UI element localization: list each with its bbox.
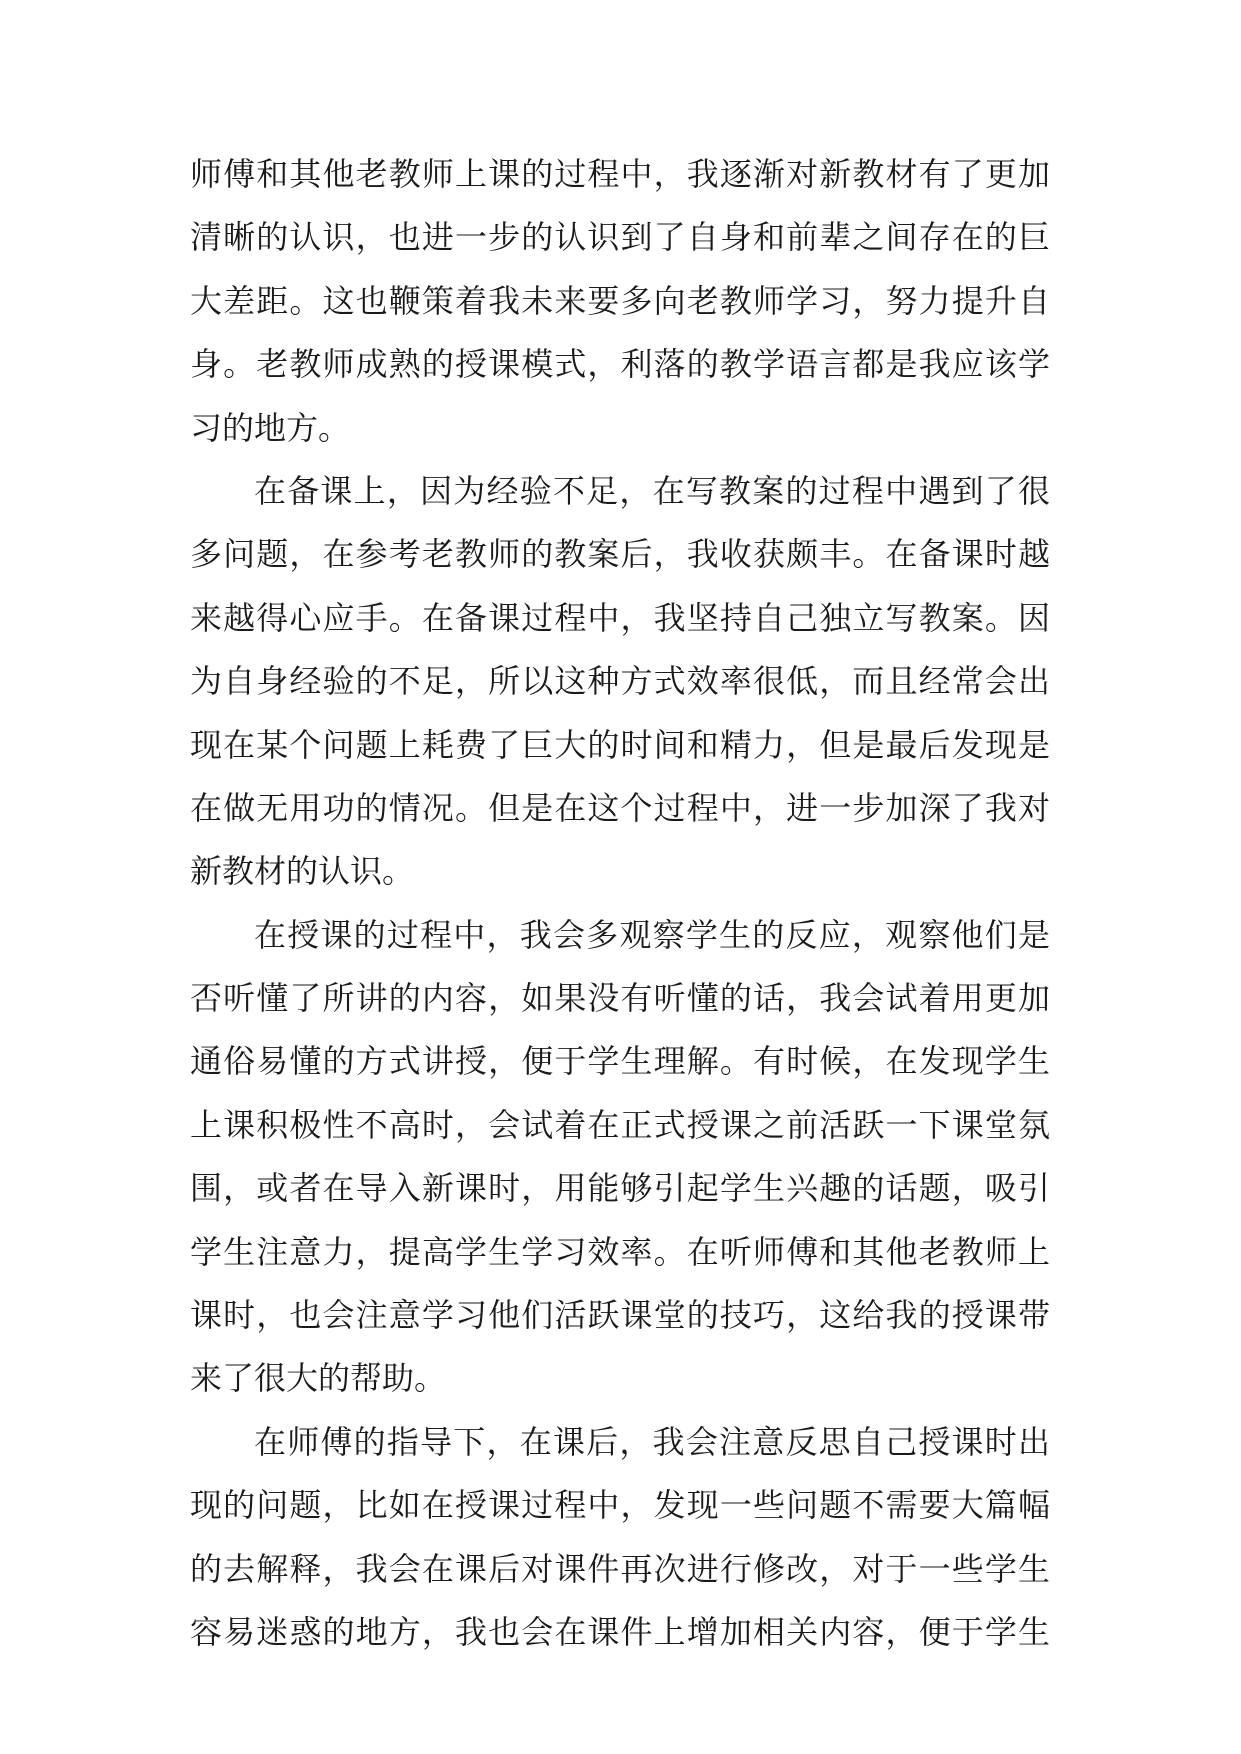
text-line: 在授课的过程中，我会多观察学生的反应，观察他们是: [254, 915, 1050, 954]
text-line: 在师傅的指导下，在课后，我会注意反思自己授课时出: [254, 1422, 1050, 1461]
text-line: 学生注意力，提高学生学习效率。在听师傅和其他老教师上: [190, 1232, 1050, 1271]
text-line: 为自身经验的不足，所以这种方式效率很低，而且经常会出: [190, 662, 1050, 701]
text-line: 在做无用功的情况。但是在这个过程中，进一步加深了我对: [190, 788, 1050, 827]
text-line: 师傅和其他老教师上课的过程中，我逐渐对新教材有了更加: [190, 155, 1050, 193]
text-line: 在备课上，因为经验不足，在写教案的过程中遇到了很: [254, 471, 1050, 510]
text-line: 身。老教师成熟的授课模式，利落的教学语言都是我应该学: [190, 345, 1050, 384]
text-line: 大差距。这也鞭策着我未来要多向老教师学习，努力提升自: [190, 281, 1050, 320]
text-line: 通俗易懂的方式讲授，便于学生理解。有时候，在发现学生: [190, 1042, 1050, 1081]
text-line: 清晰的认识，也进一步的认识到了自身和前辈之间存在的巨: [190, 218, 1050, 257]
text-line: 现在某个问题上耗费了巨大的时间和精力，但是最后发现是: [190, 725, 1050, 764]
text-line: 多问题，在参考老教师的教案后，我收获颇丰。在备课时越: [190, 535, 1050, 574]
text-line: 来越得心应手。在备课过程中，我坚持自己独立写教案。因: [190, 598, 1050, 637]
text-line: 现的问题，比如在授课过程中，发现一些问题不需要大篇幅: [190, 1486, 1050, 1525]
text-line: 来了很大的帮助。: [190, 1359, 447, 1398]
text-line: 新教材的认识。: [190, 852, 415, 891]
text-line: 容易迷惑的地方，我也会在课件上增加相关内容，便于学生: [190, 1612, 1050, 1651]
text-line: 围，或者在导入新课时，用能够引起学生兴趣的话题，吸引: [190, 1169, 1050, 1208]
document-body: [190, 143, 1050, 1664]
text-line: 课时，也会注意学习他们活跃课堂的技巧，这给我的授课带: [190, 1296, 1050, 1335]
text-line: 的去解释，我会在课后对课件再次进行修改，对于一些学生: [190, 1549, 1050, 1588]
text-line: 上课积极性不高时，会试着在正式授课之前活跃一下课堂氛: [190, 1105, 1050, 1144]
text-line: 否听懂了所讲的内容，如果没有听懂的话，我会试着用更加: [190, 979, 1050, 1018]
text-line: 习的地方。: [190, 408, 351, 447]
